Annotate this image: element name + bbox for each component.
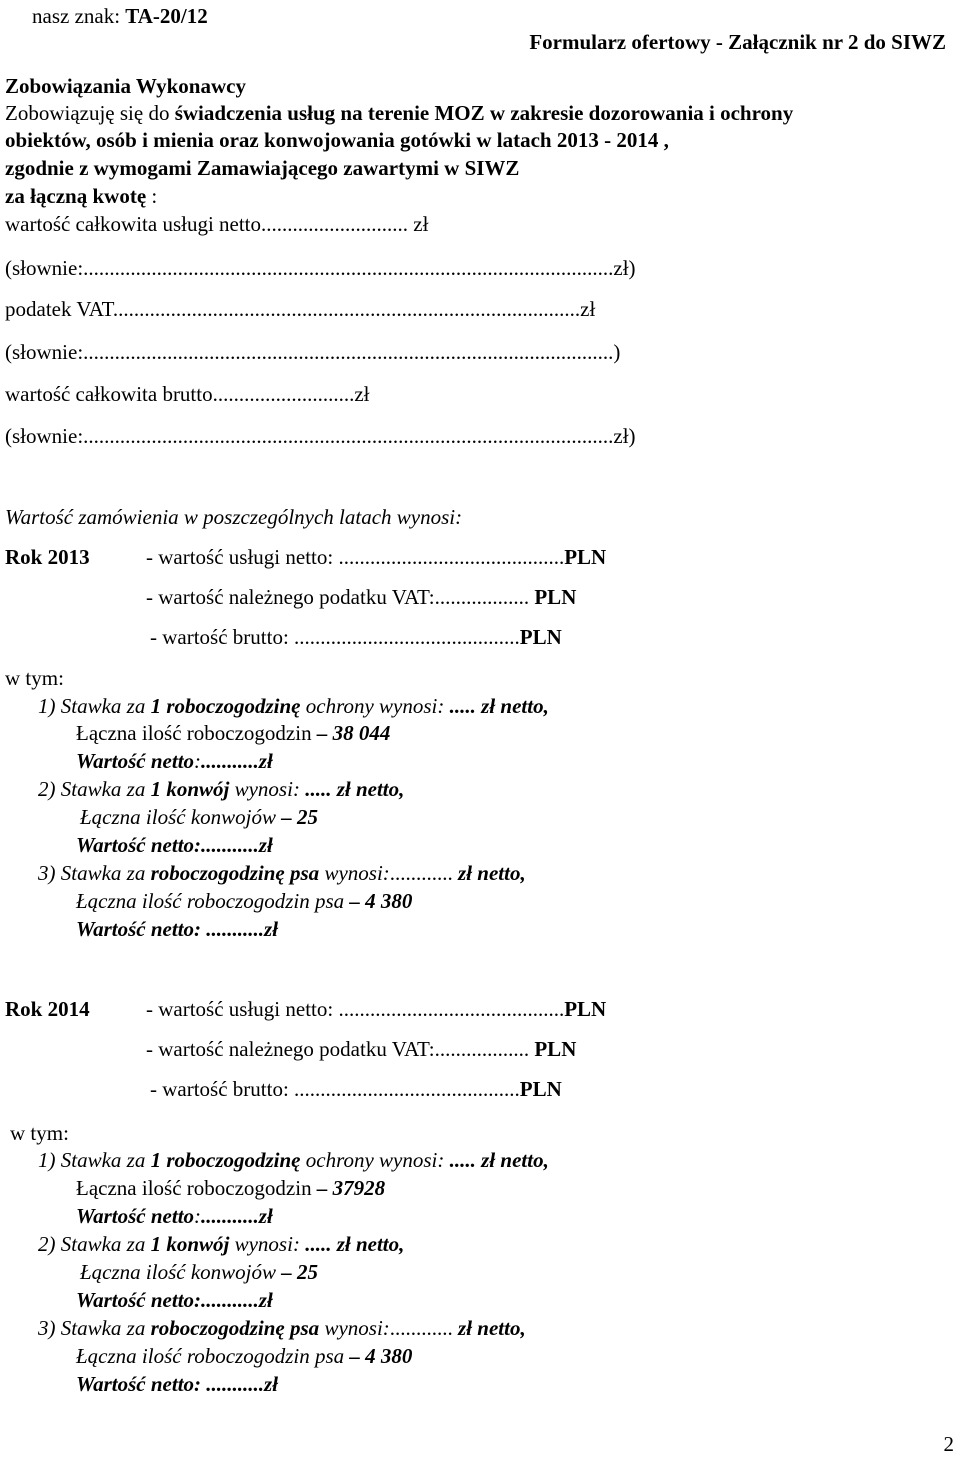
total-brutto-words: (słownie:.....................................................................................................zł) [5,424,636,448]
intro-line-3: zgodnie z wymogami Zamawiającego zawartymi w SIWZ [5,156,520,180]
year-2014-item-1-value [76,1204,273,1229]
year-2013-label: Rok 2013 [5,545,90,569]
item-2-mid: wynosi: [229,1232,300,1256]
currency-label: PLN [519,625,562,649]
item-1-prefix: 1) Stawka za [38,1148,151,1172]
item-1-prefix: 1) Stawka za [38,694,151,718]
item-3-dots: ............ [389,1316,453,1340]
intro-line-1 [5,101,793,126]
value-label: Wartość netto [76,749,195,773]
year-2013-item-1 [38,694,549,719]
value-dots: ...........zł [201,749,273,773]
value-colon: : [194,1204,202,1228]
quantity-label: Łączna ilość roboczogodzin [76,1176,312,1200]
currency-label: PLN [534,1037,577,1061]
value-label: Wartość netto [76,1204,195,1228]
year-2013-netto-text: - wartość usługi netto: ........................................... [146,545,565,569]
quantity-value: – 37928 [311,1176,386,1200]
total-netto-line: wartość całkowita usługi netto............................ zł [5,212,429,236]
quantity-label: Łączna ilość roboczogodzin psa [76,1344,345,1368]
value-dots: ...........zł [201,1204,273,1228]
item-3-dots: ............ [389,861,453,885]
total-amount-label: za łączną kwotę [5,184,147,208]
year-2013-item-3-value: Wartość netto: ...........zł [76,917,279,941]
year-2014-netto-text: - wartość usługi netto: ........................................... [146,997,565,1021]
year-2014-item-2 [38,1232,404,1257]
section-heading: Zobowiązania Wykonawcy [5,74,246,98]
year-2014-brutto-text: - wartość brutto: ........................................... [150,1077,520,1101]
item-1-mid: ochrony wynosi: [300,694,445,718]
currency-label: PLN [534,585,577,609]
year-2013-netto [146,545,606,570]
year-2013-vat-text: - wartość należnego podatku VAT:.................. [146,585,535,609]
item-2-unit: 1 konwój [150,1232,230,1256]
item-3-mid: wynosi: [319,861,390,885]
year-2014-netto [146,997,606,1022]
year-2014-vat-text: - wartość należnego podatku VAT:.................. [146,1037,535,1061]
quantity-label: Łączna ilość konwojów [80,1260,277,1284]
year-2014-label: Rok 2014 [5,997,90,1021]
item-3-prefix: 3) Stawka za [38,1316,151,1340]
year-2013-vat [146,585,576,610]
quantity-value: – 25 [276,805,319,829]
year-2013-item-3 [38,861,526,886]
year-2013-item-2-value: Wartość netto:...........zł [76,833,273,857]
years-heading: Wartość zamówienia w poszczególnych latach wynosi: [5,505,463,529]
item-1-rate: ..... zł netto, [444,694,549,718]
currency-label: PLN [519,1077,562,1101]
year-2013-item-3-quantity [76,889,412,914]
item-3-rate: zł netto, [452,861,526,885]
year-2013-wtym: w tym: [5,666,64,690]
year-2013-item-2 [38,777,404,802]
item-3-rate: zł netto, [452,1316,526,1340]
item-2-rate: ..... zł netto, [299,1232,405,1256]
year-2013-item-1-value [76,749,273,774]
item-1-mid: ochrony wynosi: [300,1148,445,1172]
total-amount-colon: : [146,184,158,208]
year-2013-item-2-quantity [80,805,318,830]
item-1-unit: 1 roboczogodzinę [150,1148,301,1172]
vat-words: (słownie:.....................................................................................................) [5,340,621,364]
quantity-value: – 25 [276,1260,319,1284]
item-3-mid: wynosi: [319,1316,390,1340]
item-1-unit: 1 roboczogodzinę [150,694,301,718]
item-2-prefix: 2) Stawka za [38,777,151,801]
year-2013-brutto [150,625,562,650]
quantity-value: – 4 380 [344,1344,413,1368]
item-2-unit: 1 konwój [150,777,230,801]
year-2014-brutto [150,1077,562,1102]
currency-label: PLN [564,545,607,569]
intro-line-1-plain: Zobowiązuję się do [5,101,175,125]
year-2013-brutto-text: - wartość brutto: ........................................... [150,625,520,649]
currency-label: PLN [564,997,607,1021]
item-2-mid: wynosi: [229,777,300,801]
reference-value: TA-20/12 [125,4,208,28]
year-2014-item-2-value: Wartość netto:...........zł [76,1288,273,1312]
year-2013-item-1-quantity [76,721,390,746]
item-1-rate: ..... zł netto, [444,1148,549,1172]
form-title: Formularz ofertowy - Załącznik nr 2 do SIWZ [529,30,946,54]
year-2014-item-2-quantity [80,1260,318,1285]
quantity-label: Łączna ilość roboczogodzin [76,721,312,745]
year-2014-item-3-value: Wartość netto: ...........zł [76,1372,279,1396]
year-2014-vat [146,1037,576,1062]
quantity-value: – 38 044 [311,721,391,745]
page-number: 2 [943,1432,954,1456]
item-3-unit: roboczogodzinę psa [150,861,320,885]
value-colon: : [194,749,202,773]
item-3-unit: roboczogodzinę psa [150,1316,320,1340]
reference-number [32,4,208,29]
item-2-prefix: 2) Stawka za [38,1232,151,1256]
total-brutto-line: wartość całkowita brutto...........................zł [5,382,370,406]
intro-line-4 [5,184,157,209]
reference-label: nasz znak: [32,4,126,28]
year-2014-item-1-quantity [76,1176,385,1201]
item-2-rate: ..... zł netto, [299,777,405,801]
quantity-label: Łączna ilość roboczogodzin psa [76,889,345,913]
quantity-label: Łączna ilość konwojów [80,805,277,829]
year-2014-item-1 [38,1148,549,1173]
item-3-prefix: 3) Stawka za [38,861,151,885]
year-2014-wtym: w tym: [10,1121,69,1145]
intro-line-1-bold: świadczenia usług na terenie MOZ w zakresie dozorowania i ochrony [174,101,794,125]
total-netto-words: (słownie:.....................................................................................................zł) [5,256,636,280]
intro-line-2: obiektów, osób i mienia oraz konwojowania gotówki w latach 2013 - 2014 , [5,128,669,152]
year-2014-item-3-quantity [76,1344,412,1369]
vat-line: podatek VAT.........................................................................................zł [5,297,596,321]
year-2014-item-3 [38,1316,526,1341]
quantity-value: – 4 380 [344,889,413,913]
